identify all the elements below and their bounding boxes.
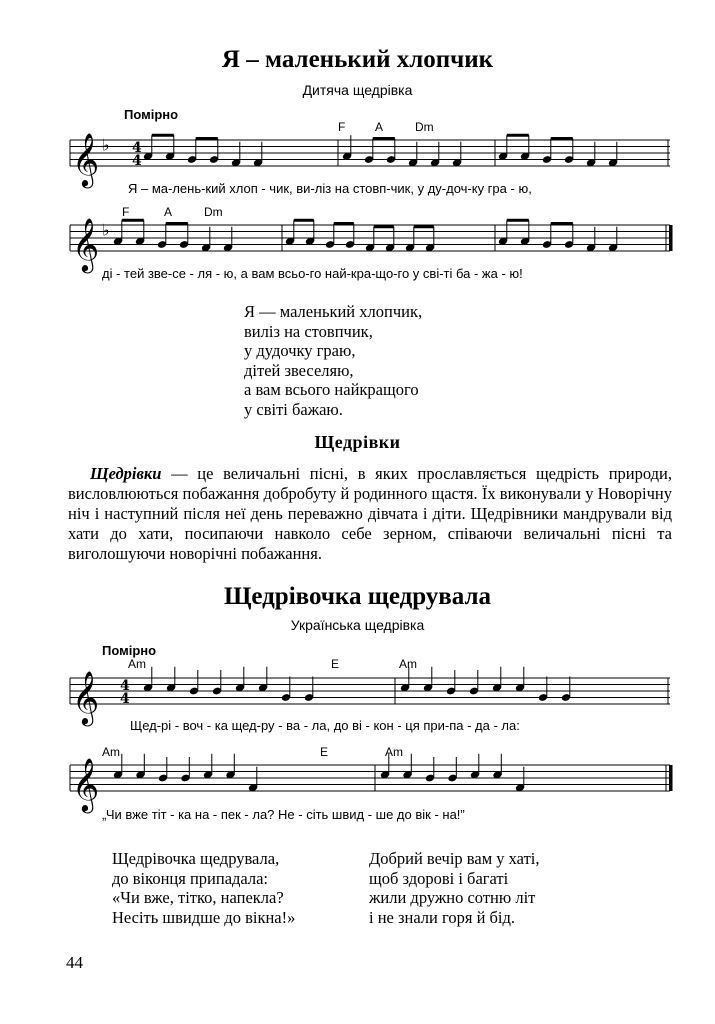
treble-clef-icon: 𝄞	[72, 670, 100, 724]
final-bar-line	[669, 225, 673, 251]
song1-verse: Я — маленький хлопчик, вилiз на стовпчик, у дудочку граю, дiтей звеселяю, а вам всього найкращого у свiтi бажаю.	[244, 302, 423, 419]
page-number: 44	[66, 953, 83, 972]
section-term: Щедрiвки	[90, 464, 162, 483]
song2-chord: Am	[385, 745, 403, 759]
song2-chord: Am	[399, 657, 417, 671]
song2-staff-2	[70, 755, 670, 815]
song2-chord: Am	[102, 745, 120, 759]
time-signature: 4	[132, 153, 142, 169]
song2-chord: Am	[128, 657, 146, 671]
treble-clef-icon: 𝄞	[72, 757, 100, 811]
section-heading: Щедрiвки	[314, 432, 401, 452]
song2-lyrics-line1: Щед-рi - воч - ка щед-ру - ва - ла, до вi - кон - ця при-па - да - ла:	[130, 718, 520, 733]
song2-chord: E	[331, 657, 340, 671]
song1-chord: Dm	[204, 205, 223, 219]
song1-lyrics-line1: Я – ма-лень-кий хлоп - чик, ви-лiз на стовп-чик, у ду-доч-ку гра - ю,	[128, 181, 532, 196]
final-bar-line	[669, 765, 673, 791]
song2-lyrics-line2: „Чи вже тiт - ка на - пек - ла? Не - сiть швид - ше до вiк - на!”	[102, 807, 465, 822]
song1-chord: Dm	[415, 120, 434, 134]
song1-chord: F	[122, 205, 130, 219]
flat-icon: ♭	[102, 220, 110, 240]
song1-chord: A	[164, 205, 173, 219]
song2-verse-left: Щедрiвочка щедрувала, до вiконця припадала: «Чи вже, тiтко, напекла? Несiть швидше до вiкна!»	[112, 849, 296, 927]
flat-icon: ♭	[102, 135, 110, 155]
song2-chord: E	[320, 745, 329, 759]
song1-chord: F	[338, 120, 346, 134]
time-signature: 4	[132, 140, 142, 156]
song1-title: Я – маленький хлопчик	[221, 46, 494, 73]
song2-title: Щедрiвочка щедрувала	[223, 583, 492, 610]
treble-clef-icon: 𝄞	[72, 217, 100, 271]
section-paragraph	[68, 464, 672, 564]
song2-verse-right: Добрий вечiр вам у хатi, щоб здоровi i багатi жили дружно сотню лiт i не знали горя й бiд.	[369, 849, 540, 927]
section-text: — це величальнi пiснi, в яких прославляється щедрiсть природи, висловлюються побажання добробуту й родинного щастя. Їх виконували у Новорiчну нiч i наступний пiсля неї день переважно дiвчата i дiти. Щедрiвники мандрували вiд хати до хати, посипаючи навколо себе зерном, спiваючи величальнi пiснi та виголошуючи новорiчнi побажання.	[68, 464, 672, 563]
song2-tempo: Помiрно	[102, 643, 157, 658]
song1-subtitle: Дитяча щедрівка	[302, 82, 413, 98]
song1-tempo: Помірно	[124, 107, 179, 122]
time-signature: 4	[120, 691, 130, 707]
song1-lyrics-line2: дi - тей зве-се - ля - ю, а вам всьо-го най-кра-що-го у свi-тi ба - жа - ю!	[102, 266, 523, 281]
time-signature: 4	[120, 678, 130, 694]
song1-chord: A	[375, 120, 384, 134]
song2-subtitle: Українська щедрiвка	[290, 617, 425, 633]
treble-clef-icon: 𝄞	[72, 132, 100, 186]
